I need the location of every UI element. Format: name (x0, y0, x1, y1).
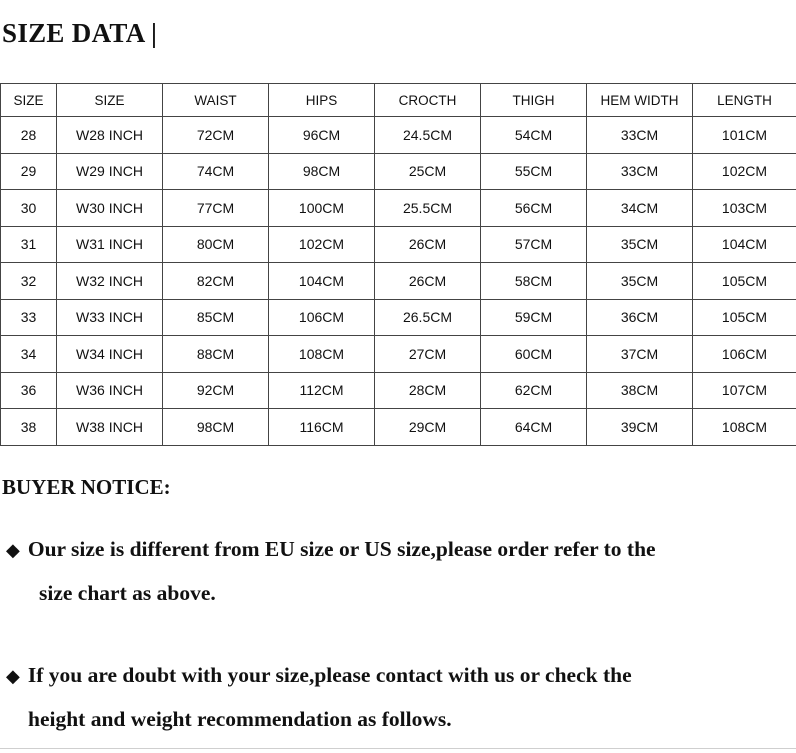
cell-thigh: 58CM (481, 263, 587, 300)
page-title: SIZE DATA | (2, 18, 158, 48)
cell-size-inch: W36 INCH (57, 372, 163, 409)
cell-size-inch: W28 INCH (57, 117, 163, 154)
cell-size-number: 28 (1, 117, 57, 154)
cell-crotch: 26CM (375, 226, 481, 263)
table-header-row (1, 84, 796, 117)
cell-hem-width: 35CM (587, 263, 693, 300)
cell-size-inch: W29 INCH (57, 153, 163, 190)
size-table (0, 83, 796, 446)
cell-crotch: 26.5CM (375, 299, 481, 336)
cell-waist: 74CM (163, 153, 269, 190)
notice-item-line1: If you are doubt with your size,please contact with us or check the (27, 663, 632, 687)
cell-crotch: 25.5CM (375, 190, 481, 227)
diamond-bullet-icon: ◆ (6, 540, 20, 561)
cell-hips: 98CM (269, 153, 375, 190)
cell-hem-width: 33CM (587, 153, 693, 190)
cell-hem-width: 36CM (587, 299, 693, 336)
notice-item-line2: height and weight recommendation as follows. (28, 707, 452, 731)
cell-length: 105CM (693, 299, 796, 336)
cell-thigh: 64CM (481, 409, 587, 446)
cell-waist: 92CM (163, 372, 269, 409)
cell-waist: 88CM (163, 336, 269, 373)
header-length: LENGTH (693, 84, 796, 117)
cell-length: 102CM (693, 153, 796, 190)
cell-size-inch: W30 INCH (57, 190, 163, 227)
header-thigh: THIGH (481, 84, 587, 117)
cell-size-inch: W32 INCH (57, 263, 163, 300)
cell-crotch: 24.5CM (375, 117, 481, 154)
buyer-notice-title: BUYER NOTICE: (2, 475, 171, 499)
header-hips: HIPS (269, 84, 375, 117)
cell-crotch: 29CM (375, 409, 481, 446)
cell-length: 106CM (693, 336, 796, 373)
header-size-number: SIZE (1, 84, 57, 117)
table-body (1, 117, 796, 446)
cell-size-number: 31 (1, 226, 57, 263)
divider (0, 748, 796, 749)
cell-length: 108CM (693, 409, 796, 446)
cell-hips: 104CM (269, 263, 375, 300)
cell-thigh: 55CM (481, 153, 587, 190)
header-size-inch: SIZE (57, 84, 163, 117)
cell-hips: 96CM (269, 117, 375, 154)
cell-thigh: 57CM (481, 226, 587, 263)
header-waist: WAIST (163, 84, 269, 117)
cell-hips: 108CM (269, 336, 375, 373)
table-row (1, 226, 796, 263)
cell-length: 107CM (693, 372, 796, 409)
header-crotch: CROCTH (375, 84, 481, 117)
cell-waist: 77CM (163, 190, 269, 227)
cell-crotch: 26CM (375, 263, 481, 300)
cell-size-inch: W38 INCH (57, 409, 163, 446)
cell-size-number: 38 (1, 409, 57, 446)
notice-item (6, 528, 791, 614)
cell-hem-width: 35CM (587, 226, 693, 263)
cell-hips: 112CM (269, 372, 375, 409)
cell-hem-width: 33CM (587, 117, 693, 154)
diamond-bullet-icon: ◆ (6, 666, 20, 687)
cell-waist: 98CM (163, 409, 269, 446)
cell-crotch: 25CM (375, 153, 481, 190)
cell-hem-width: 38CM (587, 372, 693, 409)
cell-size-number: 33 (1, 299, 57, 336)
table-row (1, 263, 796, 300)
cell-hips: 116CM (269, 409, 375, 446)
table-row (1, 299, 796, 336)
table-row (1, 336, 796, 373)
cell-thigh: 54CM (481, 117, 587, 154)
cell-size-inch: W33 INCH (57, 299, 163, 336)
cell-length: 101CM (693, 117, 796, 154)
table-row (1, 409, 796, 446)
cell-waist: 72CM (163, 117, 269, 154)
cell-length: 103CM (693, 190, 796, 227)
cell-size-number: 30 (1, 190, 57, 227)
cell-thigh: 56CM (481, 190, 587, 227)
cell-size-inch: W34 INCH (57, 336, 163, 373)
cell-length: 105CM (693, 263, 796, 300)
table-row (1, 153, 796, 190)
cell-waist: 85CM (163, 299, 269, 336)
cell-size-inch: W31 INCH (57, 226, 163, 263)
notice-item (6, 654, 791, 740)
cell-hem-width: 34CM (587, 190, 693, 227)
table-row (1, 117, 796, 154)
table-row (1, 190, 796, 227)
cell-crotch: 27CM (375, 336, 481, 373)
cell-hips: 106CM (269, 299, 375, 336)
cell-waist: 82CM (163, 263, 269, 300)
cell-crotch: 28CM (375, 372, 481, 409)
cell-thigh: 60CM (481, 336, 587, 373)
cell-waist: 80CM (163, 226, 269, 263)
notice-item-line2: size chart as above. (39, 581, 216, 605)
cell-hem-width: 37CM (587, 336, 693, 373)
cell-thigh: 59CM (481, 299, 587, 336)
cell-hips: 102CM (269, 226, 375, 263)
notice-item-line1: Our size is different from EU size or US size,please order refer to the (27, 537, 656, 561)
cell-size-number: 32 (1, 263, 57, 300)
cell-size-number: 36 (1, 372, 57, 409)
cell-thigh: 62CM (481, 372, 587, 409)
header-hem-width: HEM WIDTH (587, 84, 693, 117)
cell-size-number: 34 (1, 336, 57, 373)
cell-hips: 100CM (269, 190, 375, 227)
cell-size-number: 29 (1, 153, 57, 190)
cell-length: 104CM (693, 226, 796, 263)
cell-hem-width: 39CM (587, 409, 693, 446)
table-row (1, 372, 796, 409)
